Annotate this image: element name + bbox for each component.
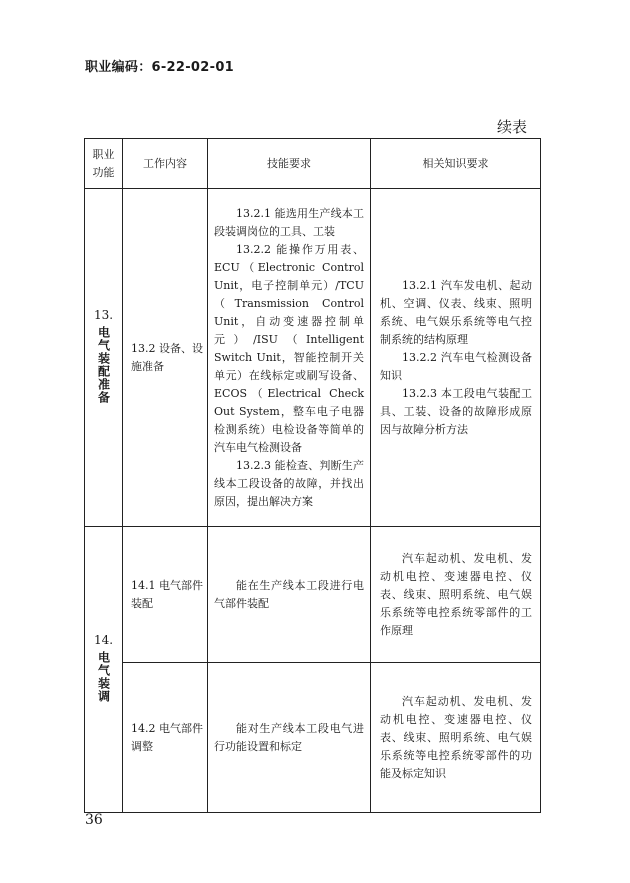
knowledge-cell (371, 189, 541, 527)
knowledge-item: 13.2.1 汽车发电机、起动机、空调、仪表、线束、照明系统、电气娱乐系统等电气控制系统的结构原理 (380, 278, 532, 346)
knowledge-item: 汽车起动机、发电机、发动机电控、变速器电控、仪表、线束、照明系统、电气娱乐系统等电控系统零部件的功能及标定知识 (380, 694, 532, 780)
function-number: 14. (93, 632, 114, 647)
skill-item: 13.2.3 能检查、判断生产线本工段设备的故障，并找出原因，提出解决方案 (214, 458, 364, 508)
work-cell (123, 527, 208, 663)
page-number: 36 (85, 812, 103, 828)
work-content: 13.2 设备、设施准备 (131, 341, 203, 373)
header-work: 工作内容 (123, 139, 208, 189)
table-row (85, 189, 541, 527)
skill-item: 能对生产线本工段电气进行功能设置和标定 (214, 721, 364, 753)
function-number: 13. (93, 307, 114, 322)
function-name: 电气装配准备 (96, 325, 111, 404)
knowledge-item: 13.2.2 汽车电气检测设备知识 (380, 350, 532, 382)
knowledge-item: 13.2.3 本工段电气装配工具、工装、设备的故障形成原因与故障分析方法 (380, 386, 532, 436)
continued-label: 续表 (497, 118, 528, 136)
skills-cell (208, 527, 371, 663)
header-skills: 技能要求 (208, 139, 371, 189)
function-cell-13 (85, 189, 123, 527)
function-cell-14 (85, 527, 123, 813)
skills-cell (208, 663, 371, 813)
skill-item: 13.2.1 能选用生产线本工段装调岗位的工具、工装 (214, 206, 364, 238)
knowledge-cell (371, 663, 541, 813)
occupation-code: 职业编码：6-22-02-01 (85, 60, 235, 75)
table-header-row (85, 139, 541, 189)
work-content: 14.2 电气部件调整 (131, 721, 203, 753)
work-cell (123, 189, 208, 527)
header-function: 职业功能 (85, 139, 123, 189)
table-row (85, 527, 541, 663)
work-content: 14.1 电气部件装配 (131, 578, 203, 610)
function-name: 电气装调 (96, 650, 111, 703)
skills-table (84, 138, 541, 813)
skill-item: 能在生产线本工段进行电气部件装配 (214, 578, 364, 610)
skills-cell (208, 189, 371, 527)
knowledge-item: 汽车起动机、发电机、发动机电控、变速器电控、仪表、线束、照明系统、电气娱乐系统等电控系统零部件的工作原理 (380, 551, 532, 637)
header-knowledge: 相关知识要求 (371, 139, 541, 189)
table-row (85, 663, 541, 813)
work-cell (123, 663, 208, 813)
knowledge-cell (371, 527, 541, 663)
skill-item: 13.2.2 能操作万用表、ECU（Electronic Control Unit，电子控制单元）/TCU（Transmission Control Unit，自动变速器控制单元）/ISU（Intelligent Switch Unit，智能控制开关单元）在线标定或刷写设备、ECOS（Electrical Check Out System，整车电子电器检测系统）电检设备等简单的汽车电气检测设备 (214, 242, 364, 454)
